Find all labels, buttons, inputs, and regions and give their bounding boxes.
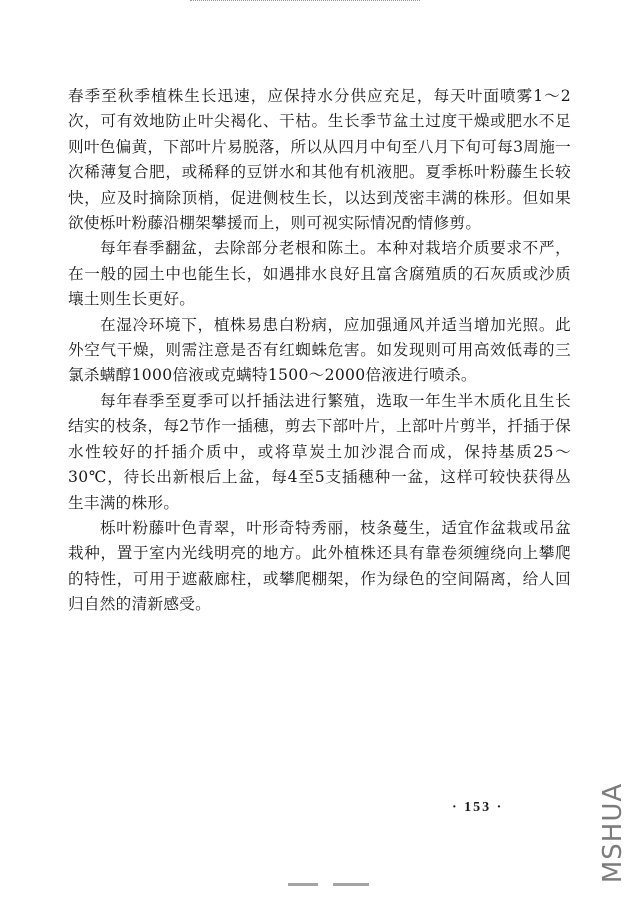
body-text — [68, 84, 571, 618]
page-number: · 153 · — [452, 800, 504, 815]
paragraph-1: 春季至秋季植株生长迅速，应保持水分供应充足，每天叶面喷雾1～2次，可有效地防止叶尖褐化、干枯。生长季节盆土过度干燥或肥水不足则叶色偏黄，下部叶片易脱落，所以从四月中旬至八月下旬可每3周施一次稀薄复合肥，或稀释的豆饼水和其他有机液肥。夏季栎叶粉藤生长较快，应及时摘除顶梢，促进侧枝生长，以达到茂密丰满的株形。但如果欲使栎叶粉藤沿棚架攀援而上，则可视实际情况酌情修剪。 — [68, 87, 571, 233]
paragraph-4: 每年春季至夏季可以扦插法进行繁殖，选取一年生半木质化且生长结实的枝条，每2节作一插穗，剪去下部叶片，上部叶片剪半，扦插于保水性较好的扦插介质中，或将草炭土加沙混合而成，保持基质25～30℃，待长出新根后上盆，每4至5支插穗种一盆，这样可较快获得丛生丰满的株形。 — [68, 391, 571, 512]
scan-smudge — [333, 883, 369, 886]
paragraph-5: 栎叶粉藤叶色青翠，叶形奇特秀丽，枝条蔓生，适宜作盆栽或吊盆栽种，置于室内光线明亮的地方。此外植株还具有靠卷须缠绕向上攀爬的特性，可用于遮蔽廊柱，或攀爬棚架，作为绿色的空间隔离，给人回归自然的清新感受。 — [68, 518, 571, 614]
watermark-text: MSHUA — [598, 782, 628, 884]
paragraph-2: 每年春季翻盆，去除部分老根和陈土。本种对栽培介质要求不严，在一般的园土中也能生长，如遇排水良好且富含腐殖质的石灰质或沙质壤土则生长更好。 — [68, 239, 571, 309]
paragraph-3: 在湿冷环境下，植株易患白粉病，应加强通风并适当增加光照。此外空气干燥，则需注意是否有红蜘蛛危害。如发现则可用高效低毒的三氯杀螨醇1000倍液或克螨特1500～2000倍液进行喷杀。 — [68, 315, 571, 385]
watermark — [598, 783, 628, 883]
top-rule — [190, 0, 420, 3]
scan-smudge — [288, 883, 318, 886]
